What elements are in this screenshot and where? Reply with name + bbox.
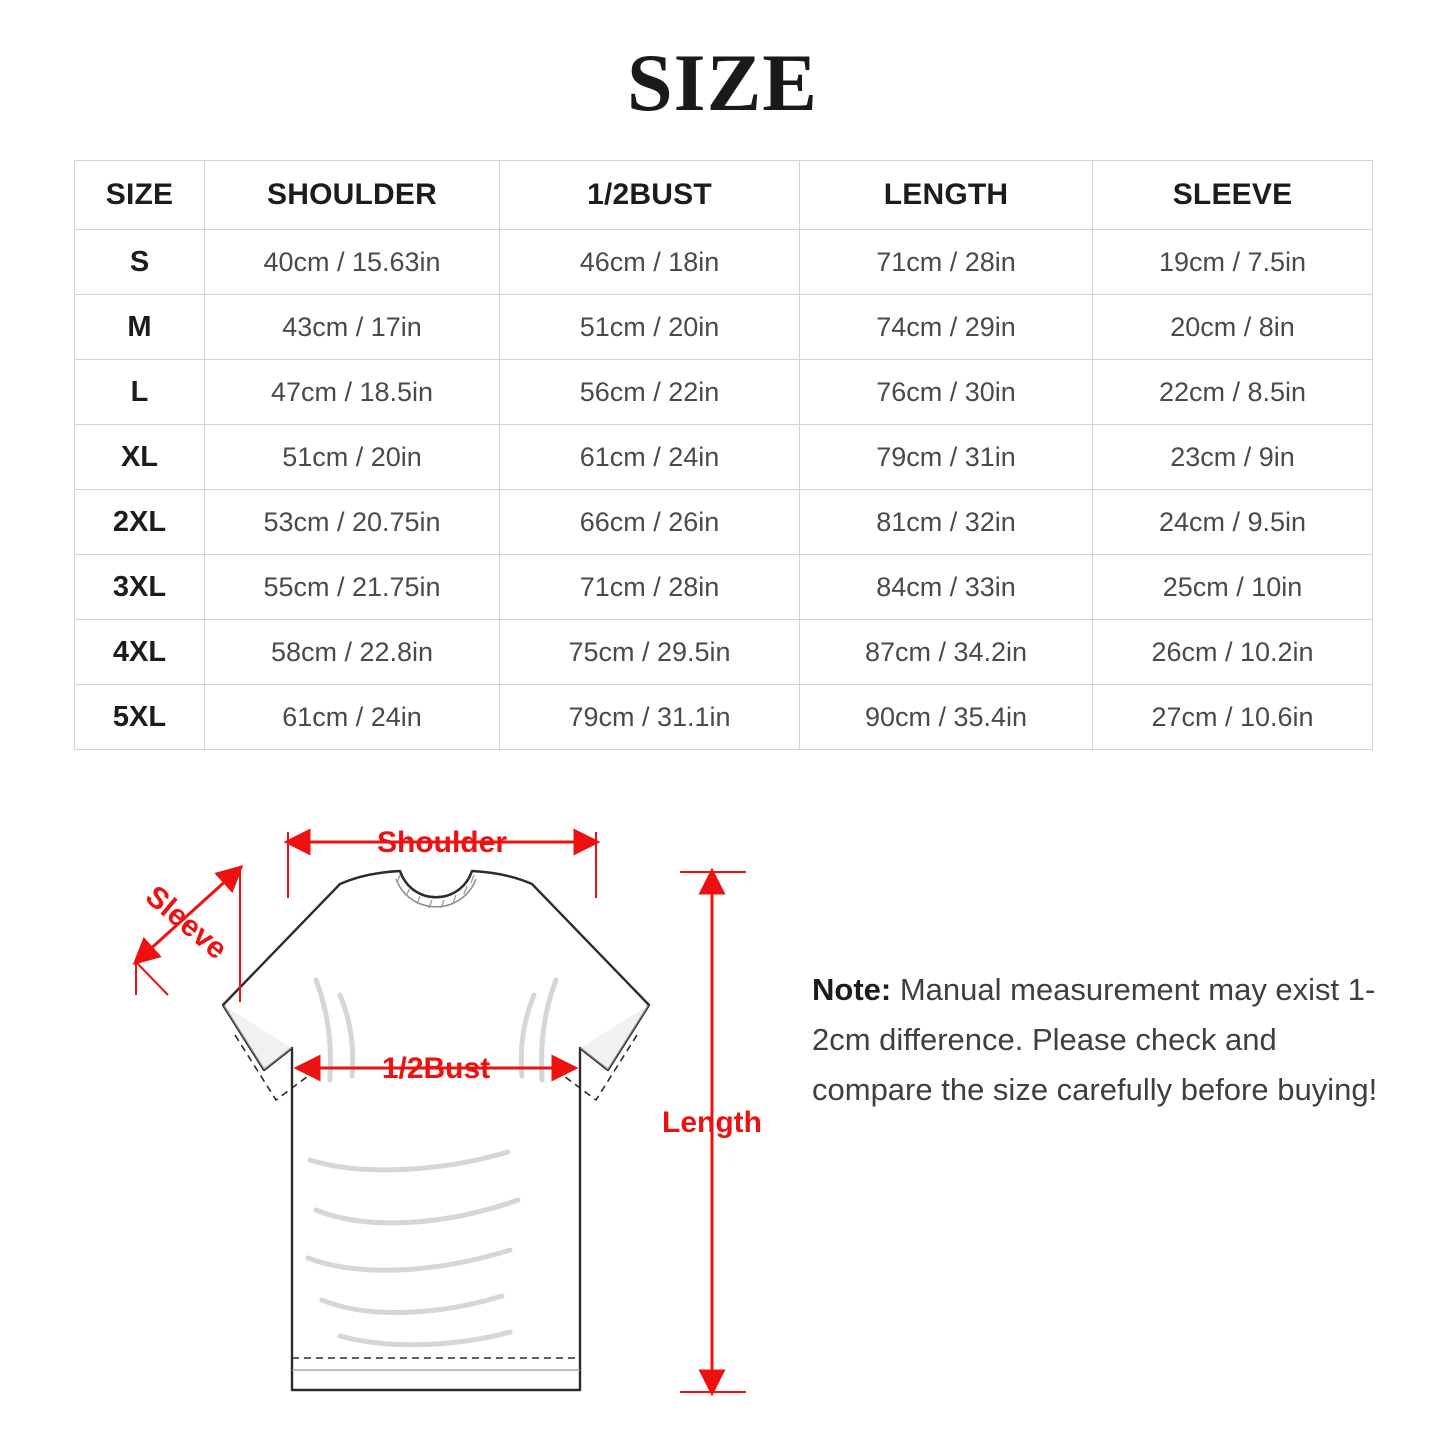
cell-bust: 46cm / 18in	[500, 230, 800, 295]
note-text	[812, 965, 1382, 1116]
table-row	[75, 295, 1373, 360]
table-row	[75, 620, 1373, 685]
cell-shoulder: 58cm / 22.8in	[205, 620, 500, 685]
cell-size: S	[75, 230, 205, 295]
cell-length: 71cm / 28in	[800, 230, 1093, 295]
cell-length: 79cm / 31in	[800, 425, 1093, 490]
note-body: Manual measurement may exist 1-2cm difference. Please check and compare the size carefully before buying!	[812, 972, 1378, 1108]
table-row	[75, 360, 1373, 425]
column-header-bust: 1/2BUST	[500, 161, 800, 230]
sleeve-label: Sleeve	[139, 879, 234, 966]
cell-shoulder: 40cm / 15.63in	[205, 230, 500, 295]
cell-bust: 79cm / 31.1in	[500, 685, 800, 750]
table-row	[75, 555, 1373, 620]
note-label: Note:	[812, 972, 892, 1007]
cell-size: 4XL	[75, 620, 205, 685]
bust-label: 1/2Bust	[381, 1052, 491, 1085]
table-header-row	[75, 161, 1373, 230]
cell-bust: 51cm / 20in	[500, 295, 800, 360]
cell-sleeve: 22cm / 8.5in	[1093, 360, 1373, 425]
cell-sleeve: 25cm / 10in	[1093, 555, 1373, 620]
cell-sleeve: 27cm / 10.6in	[1093, 685, 1373, 750]
shoulder-label: Shoulder	[376, 826, 508, 859]
length-label: Length	[662, 1106, 762, 1139]
cell-bust: 61cm / 24in	[500, 425, 800, 490]
table-row	[75, 425, 1373, 490]
column-header-size: SIZE	[75, 161, 205, 230]
cell-size: L	[75, 360, 205, 425]
tshirt-illustration	[223, 871, 649, 1390]
cell-bust: 66cm / 26in	[500, 490, 800, 555]
table-row	[75, 230, 1373, 295]
table-row	[75, 685, 1373, 750]
cell-length: 81cm / 32in	[800, 490, 1093, 555]
column-header-shoulder: SHOULDER	[205, 161, 500, 230]
cell-length: 84cm / 33in	[800, 555, 1093, 620]
cell-shoulder: 43cm / 17in	[205, 295, 500, 360]
cell-shoulder: 53cm / 20.75in	[205, 490, 500, 555]
cell-shoulder: 47cm / 18.5in	[205, 360, 500, 425]
cell-size: 5XL	[75, 685, 205, 750]
column-header-length: LENGTH	[800, 161, 1093, 230]
cell-sleeve: 19cm / 7.5in	[1093, 230, 1373, 295]
length-measure-line	[662, 872, 762, 1392]
cell-size: XL	[75, 425, 205, 490]
cell-bust: 75cm / 29.5in	[500, 620, 800, 685]
tshirt-measurement-diagram	[40, 780, 800, 1420]
table-row	[75, 490, 1373, 555]
cell-shoulder: 61cm / 24in	[205, 685, 500, 750]
cell-shoulder: 55cm / 21.75in	[205, 555, 500, 620]
cell-bust: 71cm / 28in	[500, 555, 800, 620]
cell-shoulder: 51cm / 20in	[205, 425, 500, 490]
cell-length: 74cm / 29in	[800, 295, 1093, 360]
cell-size: 2XL	[75, 490, 205, 555]
cell-size: M	[75, 295, 205, 360]
size-table	[74, 160, 1373, 750]
cell-sleeve: 24cm / 9.5in	[1093, 490, 1373, 555]
cell-size: 3XL	[75, 555, 205, 620]
cell-sleeve: 26cm / 10.2in	[1093, 620, 1373, 685]
page-title: SIZE	[627, 37, 818, 128]
sleeve-measure-line	[136, 868, 240, 1002]
cell-sleeve: 23cm / 9in	[1093, 425, 1373, 490]
cell-sleeve: 20cm / 8in	[1093, 295, 1373, 360]
shoulder-measure-line	[288, 826, 596, 898]
cell-length: 90cm / 35.4in	[800, 685, 1093, 750]
cell-length: 76cm / 30in	[800, 360, 1093, 425]
cell-length: 87cm / 34.2in	[800, 620, 1093, 685]
cell-bust: 56cm / 22in	[500, 360, 800, 425]
column-header-sleeve: SLEEVE	[1093, 161, 1373, 230]
